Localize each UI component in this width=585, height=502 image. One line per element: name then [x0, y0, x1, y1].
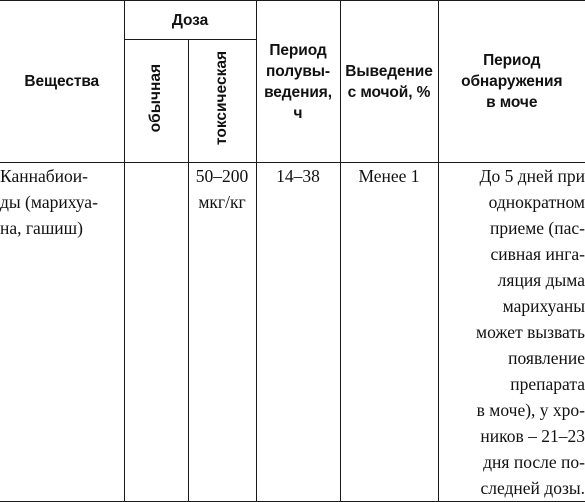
header-half-life — [256, 1, 340, 163]
header-excretion-text — [341, 61, 438, 103]
cell-excretion — [340, 163, 438, 502]
header-substance-text — [0, 71, 124, 92]
header-half-life-text — [257, 40, 340, 124]
text-line: в моче — [439, 92, 585, 113]
text-line: Вещества — [0, 71, 124, 92]
text-line: следней дозы. — [439, 475, 585, 501]
text-line: Менее 1 — [341, 163, 438, 189]
cell-substance-text — [0, 163, 124, 241]
header-detection — [438, 1, 585, 163]
text-line: ведения, — [257, 82, 340, 103]
text-line: Период — [439, 50, 585, 71]
text-line: Каннабиои- — [0, 163, 124, 189]
text-line: ников – 21–23 — [439, 423, 585, 449]
text-line: ляция дыма — [439, 267, 585, 293]
text-line: полувы- — [257, 61, 340, 82]
text-line: с мочой, % — [341, 82, 438, 103]
text-line: сивная инга- — [439, 241, 585, 267]
text-line: мкг/кг — [189, 189, 256, 215]
text-line: появление — [439, 345, 585, 371]
cell-excretion-text — [341, 163, 438, 189]
cell-substance — [0, 163, 124, 502]
text-line: в моче), у хро- — [439, 397, 585, 423]
text-line: До 5 дней при — [439, 163, 585, 189]
text-line: ч — [257, 103, 340, 124]
cell-half-life-text — [257, 163, 340, 189]
text-line: однократном — [439, 189, 585, 215]
header-detection-text — [439, 50, 585, 113]
text-line: Выведение — [341, 61, 438, 82]
header-dose-toxic-text: токсическая — [213, 51, 231, 145]
header-dose-normal-text: обычная — [147, 64, 165, 132]
header-dose-normal — [124, 40, 188, 163]
text-line: 14–38 — [257, 163, 340, 189]
text-line: препарата — [439, 371, 585, 397]
text-line: Период — [257, 40, 340, 61]
header-dose-toxic — [188, 40, 256, 163]
text-line: марихуаны — [439, 293, 585, 319]
text-line: 50–200 — [189, 163, 256, 189]
text-line: приеме (пас- — [439, 215, 585, 241]
text-line: на, гашиш) — [0, 215, 124, 241]
text-line: может вызвать — [439, 319, 585, 345]
header-dose: Доза — [124, 1, 256, 40]
text-line: обнаружения — [439, 71, 585, 92]
cell-half-life — [256, 163, 340, 502]
text-line: дня после по- — [439, 449, 585, 475]
header-substance — [0, 1, 124, 163]
cell-dose-normal — [124, 163, 188, 502]
cell-detection — [438, 163, 585, 502]
cell-dose-toxic-text — [189, 163, 256, 215]
header-excretion — [340, 1, 438, 163]
cell-detection-text — [439, 163, 585, 501]
text-line: ды (марихуа- — [0, 189, 124, 215]
cell-dose-toxic — [188, 163, 256, 502]
